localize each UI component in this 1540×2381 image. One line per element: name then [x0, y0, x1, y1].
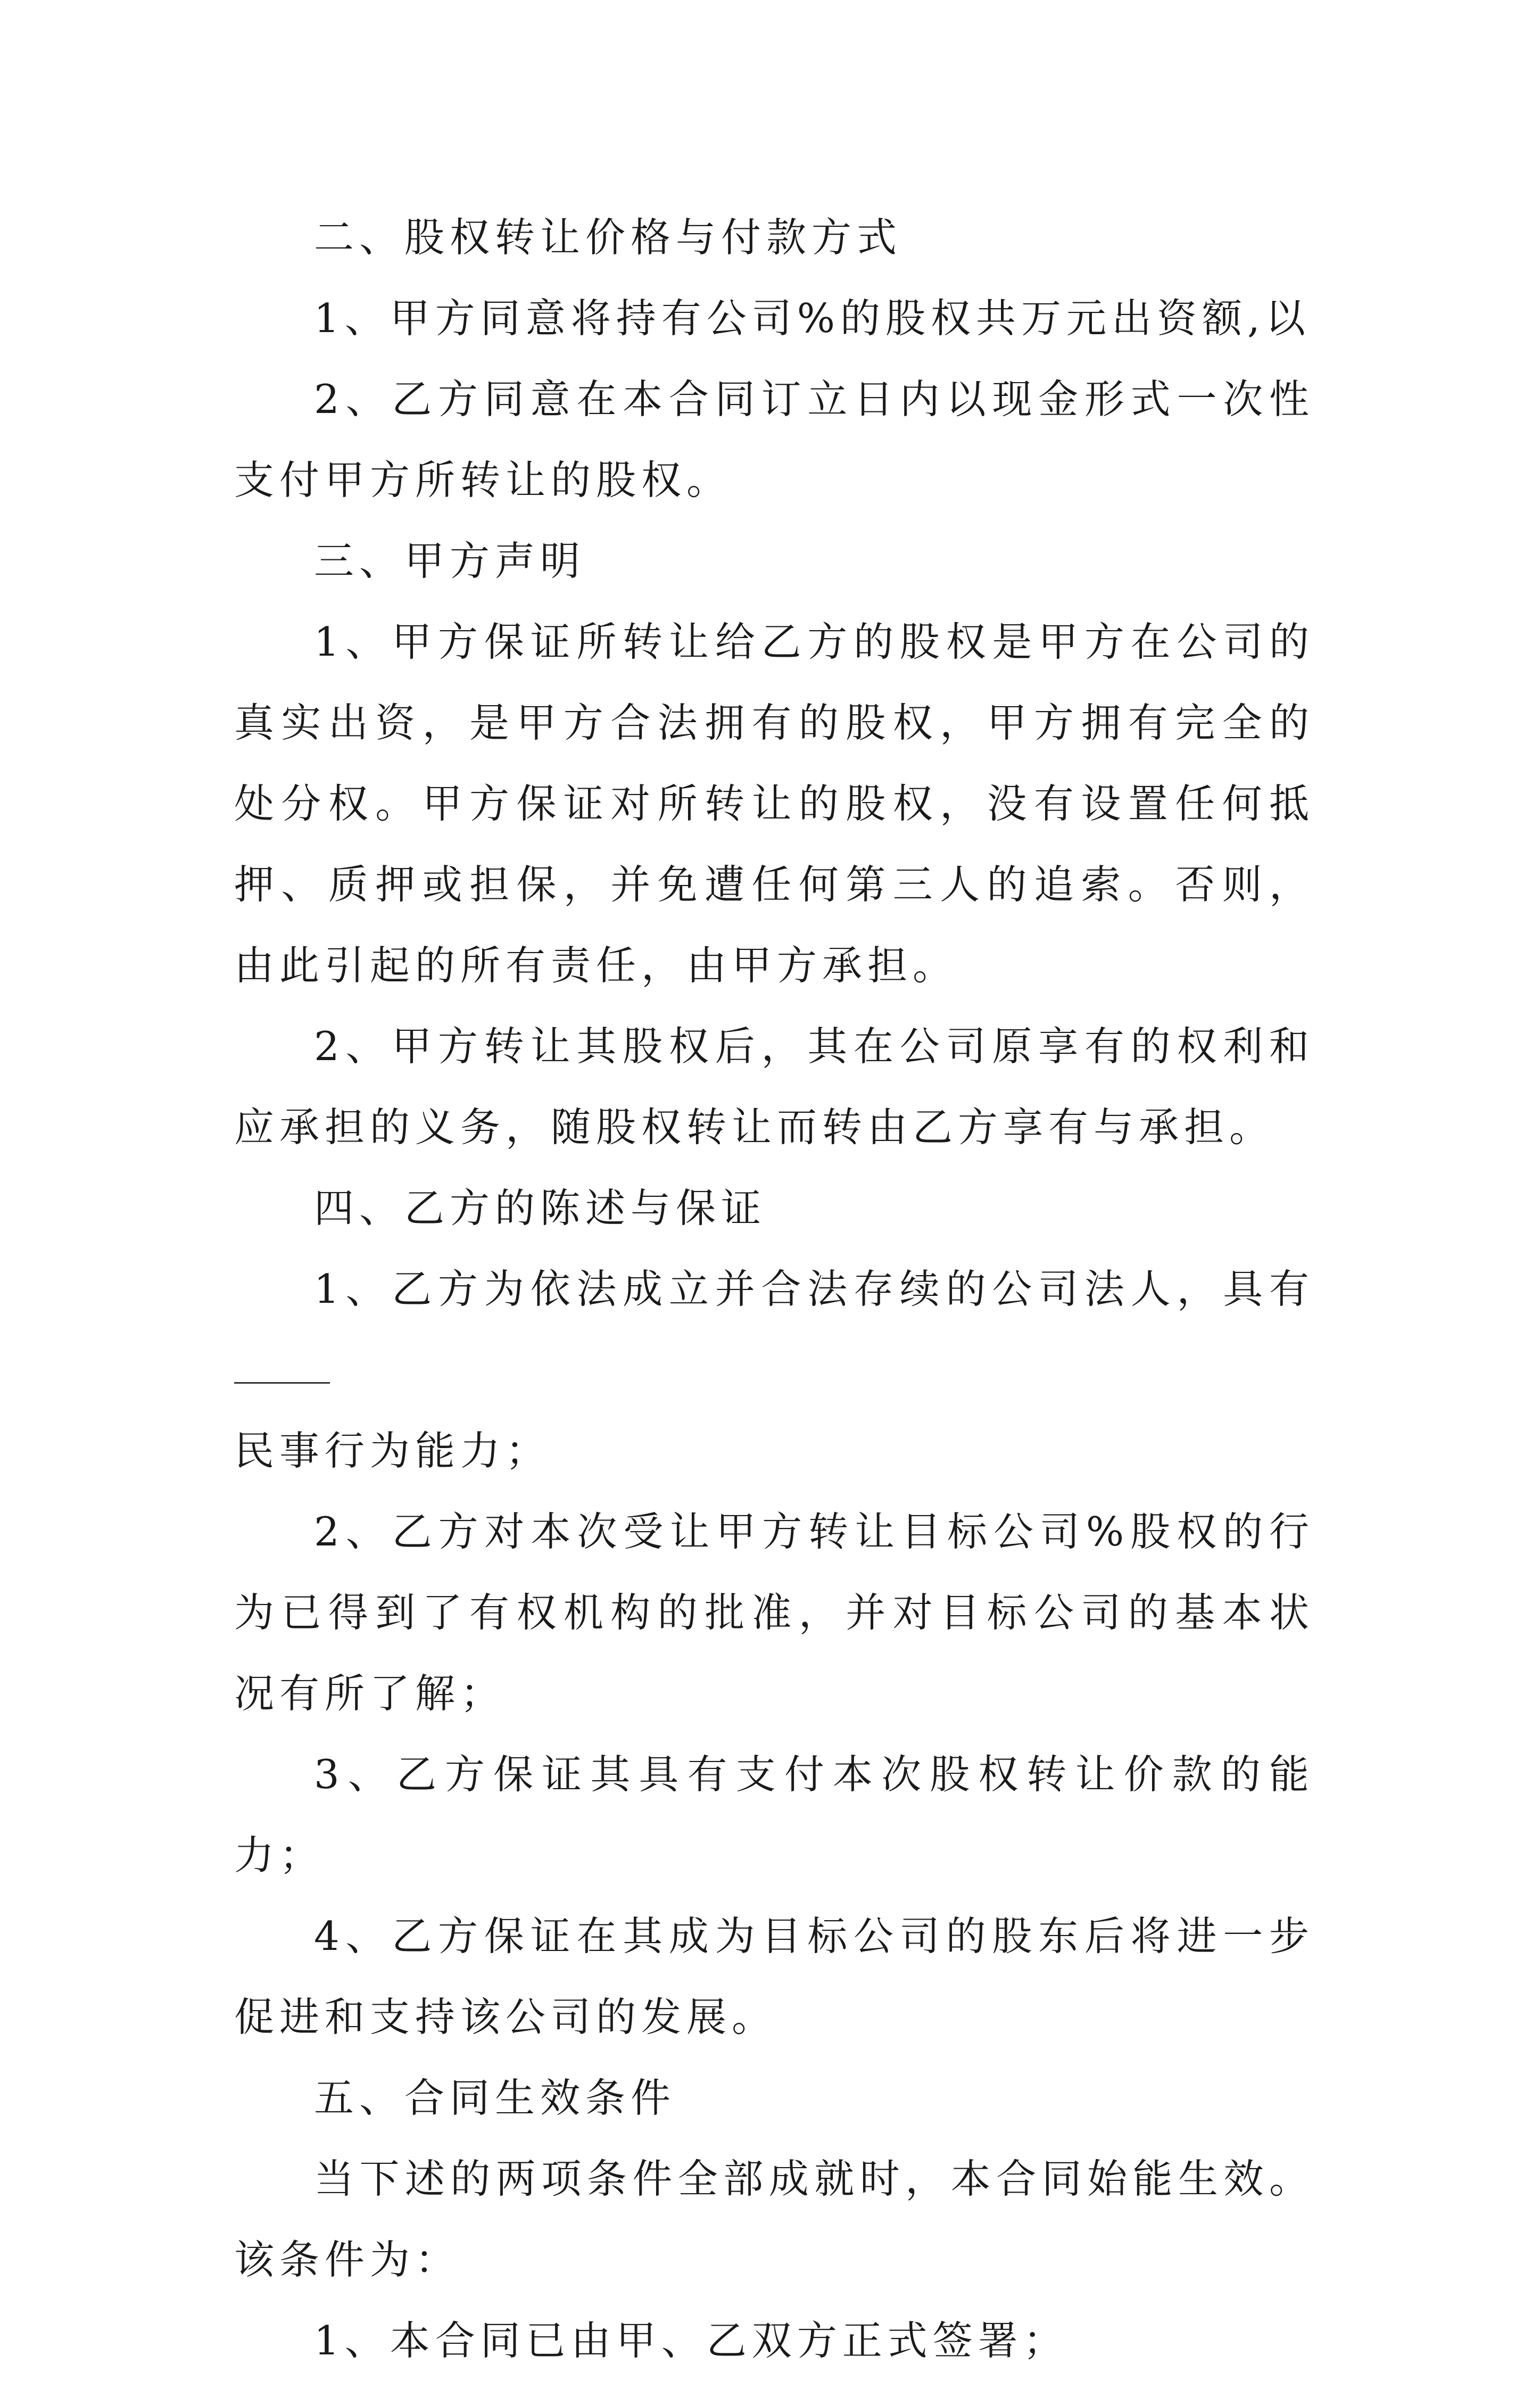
paragraph: 2、乙方对本次受让甲方转让目标公司%股权的行为已得到了有权机构的批准，并对目标公司的基本状况有所了解； [234, 1508, 1314, 1717]
paragraph-with-blank [234, 1249, 1314, 1410]
section-heading-2: 二、股权转让价格与付款方式 [314, 214, 903, 261]
section-heading-5: 五、合同生效条件 [314, 2074, 676, 2121]
paragraph: 1、甲方保证所转让给乙方的股权是甲方在公司的真实出资，是甲方合法拥有的股权，甲方拥有完全的处分权。甲方保证对所转让的股权，没有设置任何抵押、质押或担保，并免遭任何第三人的追索。否则，由此引起的所有责任，由甲方承担。 [234, 618, 1314, 989]
paragraph: 2、甲方转让其股权后，其在公司原享有的权利和应承担的义务，随股权转让而转由乙方享有与承担。 [234, 1023, 1314, 1151]
paragraph-text: 1、乙方为依法成立并合法存续的公司法人，具有 [314, 1266, 1314, 1312]
paragraph: 2、乙方同意在本合同订立日内以现金形式一次性支付甲方所转让的股权。 [234, 376, 1314, 503]
paragraph: 1、甲方同意将持有公司%的股权共万元出资额,以 [314, 295, 1311, 342]
section-heading-3: 三、甲方声明 [314, 538, 586, 584]
fill-in-blank [234, 1350, 330, 1384]
document-body [234, 197, 1314, 2381]
section-heading-4: 四、乙方的陈述与保证 [314, 1185, 767, 1231]
paragraph: 当下述的两项条件全部成就时，本合同始能生效。该条件为： [234, 2155, 1314, 2283]
paragraph: 3、乙方保证其具有支付本次股权转让价款的能力； [234, 1751, 1314, 1879]
paragraph-continuation: 民事行为能力； [234, 1427, 551, 1474]
paragraph: 1、本合同已由甲、乙双方正式签署； [314, 2317, 1069, 2364]
paragraph: 4、乙方保证在其成为目标公司的股东后将进一步促进和支持该公司的发展。 [234, 1913, 1314, 2040]
